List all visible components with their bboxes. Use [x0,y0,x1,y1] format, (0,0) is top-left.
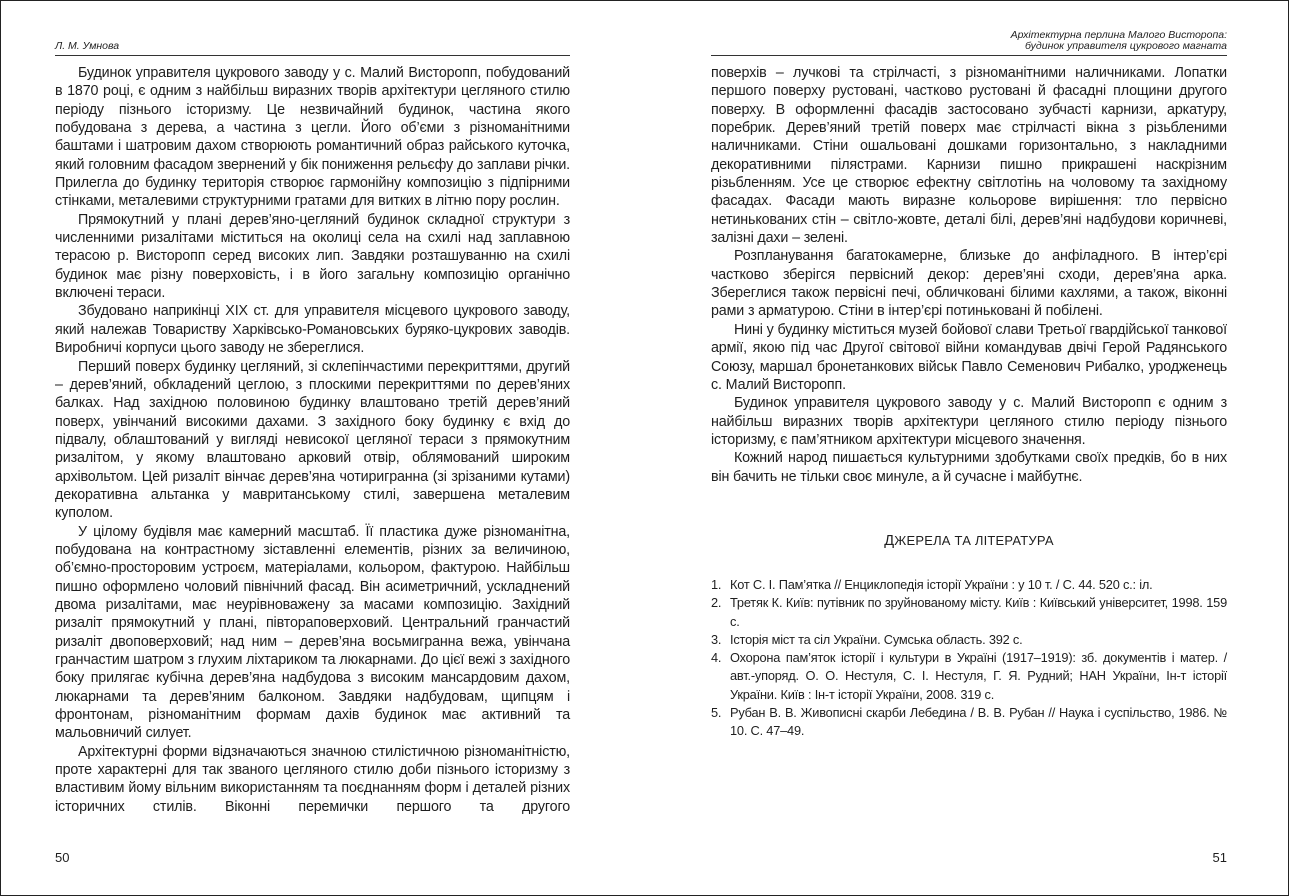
paragraph: Розпланування багатокамерне, близьке до анфіладного. В інтер’єрі частково зберігся первісний декор: дерев’яні сходи, дерев’яна арка. Збереглися також первісні печі, обличковані білими кахлями, а також, віконні рами з арматурою. Стіни в інтер’єрі потиньковані й побілені. [711,248,1227,320]
running-head-line: будинок управителя цукрового магната [1025,40,1227,52]
reference-number: 3. [711,631,722,647]
reference-item [711,576,1227,594]
page-number: 51 [1212,850,1227,865]
reference-item [711,704,1227,741]
left-page-body [55,64,570,816]
paragraph: Збудовано наприкінці XIX ст. для управителя місцевого цукрового заводу, який належав Товариству Харківсько-Романовських буряко-цукрових заводів. Виробничі корпуси цього заводу не збереглися. [55,303,570,357]
reference-number: 5. [711,705,722,721]
paragraph: Кожний народ пишається культурними здобутками своїх предків, бо в них він бачить не тільки своє минуле, а й сучасне і майбутнє. [711,450,1227,485]
reference-item [711,649,1227,704]
reference-text: Кот С. І. Пам’ятка // Енциклопедія історії України : у 10 т. / С. 44. 520 с.: іл. [730,577,1153,592]
page-number: 50 [55,850,70,865]
reference-number: 4. [711,650,722,666]
reference-text: Охорона пам’яток історії і культури в Україні (1917–1919): зб. документів і матер. / авт.-упоряд. О. О. Нестуля, С. І. Нестуля, Г. Я. Рудний; НАН України, Ін-т історії України. Київ : Ін-т історії України, 2008. 319 с. [730,650,1227,702]
reference-text: Третяк К. Київ: путівник по зруйнованому місту. Київ : Київський університет, 1998. 159 с. [730,595,1227,629]
reference-text: Історія міст та сіл України. Сумська область. 392 с. [730,631,1023,647]
left-page [55,0,570,896]
running-head-title [711,30,1227,56]
reference-text: Рубан В. В. Живописні скарби Лебедина / В. В. Рубан // Наука і суспільство, 1986. № 10. С. 47–49. [730,705,1227,739]
references-heading-rest: ЖЕРЕЛА ТА ЛІТЕРАТУРА [894,533,1054,548]
paragraph: Будинок управителя цукрового заводу у с. Малий Висторопп, побудований в 1870 році, є одним з найбільш виразних творів архітектури цегляного стилю періоду пізнього історизму. Це незвичайний будинок, частина якого побудована з дерева, а частина з цегли. Його об’єми з різноманітними баштами і шатровим дахом створюють романтичний образ райського куточка, який головним фасадом звернений у бік пониження рельєфу до заплави річки. Прилегла до будинку територія створює гармонійну композицію з підпірними стінками, металевими структурними гратами для витких в літню пору рослин. [55,65,570,210]
references-heading [711,533,1227,549]
right-page [711,0,1227,896]
paragraph: Нині у будинку міститься музей бойової слави Третьої гвардійської танкової армії, якою під час Другої світової війни командував двічі Герой Радянського Союзу, маршал бронетанкових військ Павло Семенович Рибалко, уродженець с. Малий Висторопп. [711,321,1227,393]
running-head-line: Архітектурна перлина Малого Висторопа: [1010,29,1227,41]
references-list [711,576,1227,741]
running-head-author: Л. М. Умнова [55,41,570,56]
right-page-body [711,64,1227,486]
paragraph: У цілому будівля має камерний масштаб. Її пластика дуже різноманітна, побудована на контрастному зіставленні елементів, різних за величиною, об’ємно-просторовим устроєм, матеріалами, кольором, фактурою. Найбільш пишно оформлено чоловий північний фасад. Він асиметричний, ускладнений двома ризалітами, має неурівноважену за масами композицію. Західний ризаліт прямокутний у плані, півтораповерховий. Центральний гранчастий ризаліт двоповерховий; над ним – дерев’яна восьмигранна вежа, увінчана гранчастим шатром з глухим ліхтариком та люкарнами. До цієї вежі з західного боку прилягає кубічна дерев’яна надбудова з високим мансардовим дахом, люкарнами та дерев’яним балконом. Завдяки надбудовам, щипцям і фронтонам, різноманітним формам дахів будинок має активний та мальовничий силует. [55,523,570,742]
reference-item [711,631,1227,649]
paragraph: Перший поверх будинку цегляний, зі склепінчастими перекриттями, другий – дерев’яний, обкладений цеглою, з плоскими перекриттями по дерев’яних балках. Над західною половиною будинку влаштовано третій дерев’яний поверх, увінчаний високими дахами. З західного боку будинку є вхід до підвалу, облаштований у вигляді невисокої цегляної тераси з прямокутним ризалітом, у якому влаштовано арковий отвір, облямований широким архівольтом. Цей ризаліт вінчає дерев’яна чотиригранна (зі зрізаними кутами) декоративна альтанка у мавританському стилі, завершена металевим куполом. [55,358,570,522]
paragraph: Прямокутний у плані дерев’яно-цегляний будинок складної структури з численними ризалітами міститься на околиці села на схилі над заплавною терасою р. Висторопп серед високих лип. Завдяки розташуванню на схилі будинок має різну поверховість, і в його загальну композицію органічно включені тераси. [55,211,570,302]
reference-number: 1. [711,577,722,592]
paragraph: Архітектурні форми відзначаються значною стилістичною різноманітністю, проте характерні для так званого цегляного стилю доби пізнього історизму з властивим йому вільним використанням та поєднанням форм і деталей різних історичних стилів. Віконні перемички першого та другого [55,743,570,815]
reference-number: 2. [711,595,722,611]
paragraph: поверхів – лучкові та стрілчасті, з різноманітними наличниками. Лопатки першого поверху рустовані, частково рустовані й фасадні площини другого поверху. В оформленні фасадів застосовано зубчасті карнизи, аркатуру, поребрик. Дерев’яний третій поверх має стрілчасті вікна з різьбленими наличниками. Стіни ошальовані дошками горизонтально, з накладними декоративними пілястрами. Карнизи пишно прикрашені наскрізним різьбленням. Усе це створює ефектну світлотінь на чоловому та західному фасадах. Фасади мають виразне кольорове вирішення: тло первісно нетинькованих стін – світло-жовте, деталі білі, дерев’яні надбудови коричневі, залізні дахи – зелені. [711,65,1227,247]
paragraph: Будинок управителя цукрового заводу у с. Малий Висторопп є одним з найбільш виразних творів архітектури цегляного стилю періоду пізнього історизму, є пам’ятником архітектури місцевого значення. [711,395,1227,448]
references-heading-initial: Д [884,533,895,549]
reference-item [711,594,1227,631]
